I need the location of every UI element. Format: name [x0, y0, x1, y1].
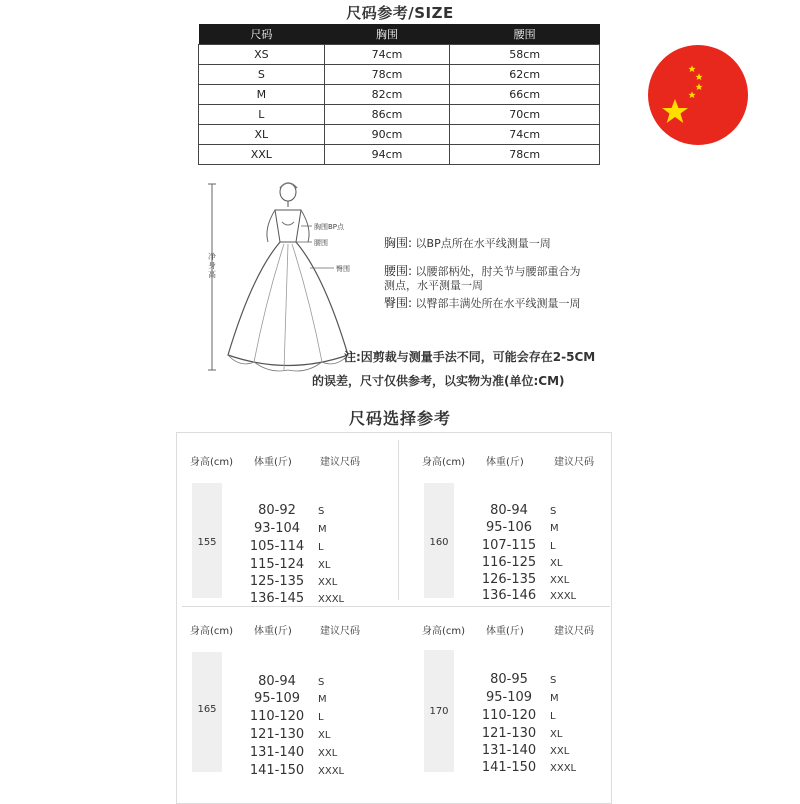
- col-weight-header: 体重(斤): [254, 626, 292, 637]
- bust-cell: 94cm: [324, 145, 450, 165]
- height-value: 160: [429, 537, 449, 548]
- size-selection-title: 尺码选择参考: [348, 409, 451, 428]
- weight-range: 121-130: [481, 726, 537, 741]
- size-value: XXL: [550, 575, 570, 586]
- size-value: S: [318, 677, 325, 688]
- size-value: M: [550, 523, 559, 534]
- size-value: XXXL: [318, 594, 345, 605]
- weight-range: 141-150: [481, 760, 537, 775]
- table-row: [199, 125, 600, 145]
- size-value: XXL: [318, 748, 338, 759]
- weight-range: 93-104: [253, 521, 301, 536]
- bust-measure-name: 胸围:: [384, 236, 413, 250]
- table-row: [199, 105, 600, 125]
- weight-range: 95-109: [253, 691, 301, 706]
- header-bust: 胸围: [324, 24, 450, 45]
- hip-measure-name: 臀围:: [384, 296, 413, 310]
- waist-measure-desc: 以腰部柄处，肘关节与腰部重合为测点，水平测量一周: [384, 265, 581, 292]
- col-height-header: 身高(cm): [422, 626, 466, 637]
- col-height-header: 身高(cm): [422, 457, 466, 468]
- height-value: 165: [197, 704, 217, 715]
- size-value: XXXL: [550, 591, 577, 602]
- size-value: M: [318, 524, 327, 535]
- weight-range: 105-114: [249, 539, 305, 554]
- size-value: M: [550, 693, 559, 704]
- waist-cell: 62cm: [450, 65, 600, 85]
- col-size-header: 建议尺码: [554, 457, 594, 468]
- weight-range: 141-150: [249, 763, 305, 778]
- waist-point-label: 腰围: [314, 239, 328, 247]
- size-cell: XXL: [199, 145, 325, 165]
- size-value: S: [550, 675, 557, 686]
- bust-cell: 86cm: [324, 105, 450, 125]
- size-cell: XL: [199, 125, 325, 145]
- bust-cell: 78cm: [324, 65, 450, 85]
- col-height-header: 身高(cm): [190, 457, 234, 468]
- weight-range: 95-109: [485, 690, 533, 705]
- weight-range: 110-120: [249, 709, 305, 724]
- size-value: L: [318, 712, 324, 723]
- size-value: L: [318, 542, 324, 553]
- weight-range: 80-94: [490, 503, 528, 518]
- size-value: L: [550, 541, 556, 552]
- header-size: 尺码: [199, 24, 325, 45]
- header-waist: 腰围: [450, 24, 600, 45]
- weight-range: 80-92: [258, 503, 296, 518]
- col-size-header: 建议尺码: [320, 626, 360, 637]
- col-height-header: 身高(cm): [190, 626, 234, 637]
- hip-measure-instruction: [384, 296, 614, 311]
- waist-cell: 78cm: [450, 145, 600, 165]
- size-value: XXL: [550, 746, 570, 757]
- weight-range: 80-95: [490, 672, 528, 687]
- size-value: M: [318, 694, 327, 705]
- bust-cell: 82cm: [324, 85, 450, 105]
- size-cell: M: [199, 85, 325, 105]
- size-panel-170: [422, 622, 637, 792]
- height-value: 155: [197, 537, 217, 548]
- col-weight-header: 体重(斤): [486, 457, 524, 468]
- waist-cell: 74cm: [450, 125, 600, 145]
- size-value: XL: [318, 560, 331, 571]
- size-value: S: [550, 506, 557, 517]
- size-panel-165: [190, 622, 405, 792]
- size-cell: S: [199, 65, 325, 85]
- bust-cell: 74cm: [324, 45, 450, 65]
- weight-range: 115-124: [249, 557, 305, 572]
- weight-range: 131-140: [481, 743, 537, 758]
- weight-range: 116-125: [481, 555, 537, 570]
- hip-measure-desc: 以臀部丰满处所在水平线测量一周: [415, 297, 581, 310]
- table-row: [199, 145, 600, 165]
- size-value: XL: [550, 558, 563, 569]
- size-cell: L: [199, 105, 325, 125]
- weight-range: 131-140: [249, 745, 305, 760]
- size-value: XXL: [318, 577, 338, 588]
- size-value: XXXL: [550, 763, 577, 774]
- size-table-title: 尺码参考/SIZE: [346, 4, 454, 22]
- waist-measure-name: 腰围:: [384, 264, 413, 278]
- weight-range: 95-106: [485, 520, 533, 535]
- size-panel-160: [422, 453, 637, 623]
- size-value: XL: [318, 730, 331, 741]
- size-value: XXXL: [318, 766, 345, 777]
- size-cell: XS: [199, 45, 325, 65]
- table-row: [199, 85, 600, 105]
- weight-range: 80-94: [258, 674, 296, 689]
- col-weight-header: 体重(斤): [254, 457, 292, 468]
- weight-range: 121-130: [249, 727, 305, 742]
- note-line-1: 注:因剪裁与测量手法不同，可能会存在2-5CM: [344, 350, 596, 364]
- col-size-header: 建议尺码: [554, 626, 594, 637]
- col-weight-header: 体重(斤): [486, 626, 524, 637]
- hip-point-label: 臀围: [336, 265, 350, 273]
- waist-cell: 58cm: [450, 45, 600, 65]
- height-value: 170: [429, 706, 449, 717]
- bust-measure-desc: 以BP点所在水平线测量一周: [415, 237, 551, 250]
- weight-range: 107-115: [481, 538, 537, 553]
- size-table-header-row: [199, 24, 600, 45]
- weight-range: 110-120: [481, 708, 537, 723]
- table-row: [199, 65, 600, 85]
- size-value: L: [550, 711, 556, 722]
- weight-range: 136-145: [249, 591, 305, 606]
- measurement-note: [312, 345, 642, 393]
- height-label: 净身高: [208, 252, 216, 279]
- col-size-header: 建议尺码: [320, 457, 360, 468]
- bust-cell: 90cm: [324, 125, 450, 145]
- weight-range: 136-146: [481, 588, 537, 603]
- table-row: [199, 45, 600, 65]
- waist-cell: 70cm: [450, 105, 600, 125]
- bp-label: 胸围BP点: [314, 223, 345, 231]
- size-table: [198, 24, 600, 165]
- weight-range: 125-135: [249, 574, 305, 589]
- waist-cell: 66cm: [450, 85, 600, 105]
- bust-measure-instruction: [384, 236, 604, 251]
- weight-range: 126-135: [481, 572, 537, 587]
- china-flag-icon: [648, 45, 748, 145]
- waist-measure-instruction: [384, 264, 584, 293]
- size-value: S: [318, 506, 325, 517]
- size-panel-155: [190, 453, 405, 623]
- size-value: XL: [550, 729, 563, 740]
- note-line-2: 的误差，尺寸仅供参考，以实物为准(单位:CM): [312, 374, 565, 388]
